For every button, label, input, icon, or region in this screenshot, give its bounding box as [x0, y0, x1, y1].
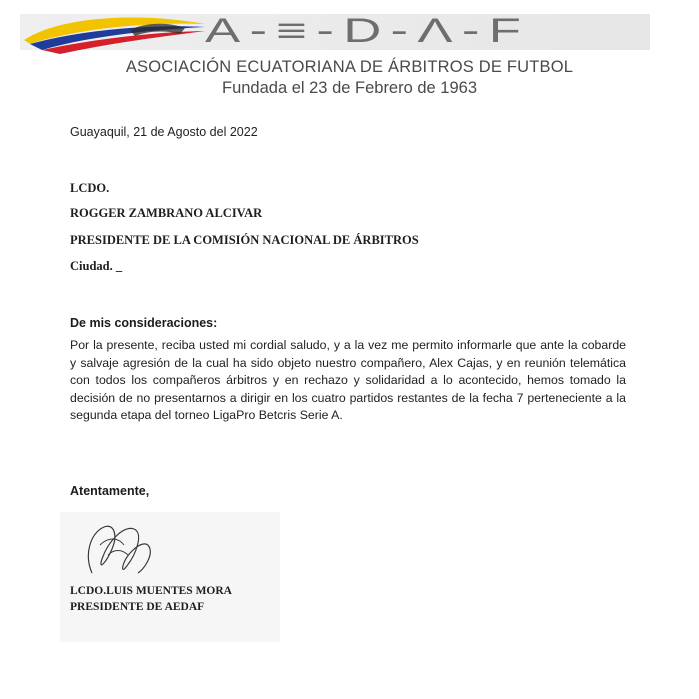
signer-title: PRESIDENTE DE AEDAF: [70, 601, 205, 613]
signer-name: LCDO.LUIS MUENTES MORA: [70, 585, 232, 597]
salutation: De mis consideraciones:: [70, 316, 218, 330]
organization-name: ASOCIACIÓN ECUATORIANA DE ÁRBITROS DE FUTBOL: [125, 58, 574, 76]
letterhead: [0, 0, 699, 110]
founding-date: Fundada el 23 de Febrero de 1963: [221, 79, 478, 97]
recipient-city: Ciudad. _: [70, 259, 123, 273]
recipient-title: LCDO.: [70, 181, 110, 195]
logo-wordmark: A-≡-D-Λ-F: [205, 12, 531, 50]
letter-body: Por la presente, reciba usted mi cordial saludo, y a la vez me permito informarle que ante la cobarde y salvaje agresión de la cual ha sido objeto nuestro compañero, Alex Cajas, y en reunión telemática con todos los compañeros árbitros y en rechazo y solidaridad a lo acontecido, hemos tomado la decisión de no presentarnos a dirigir en los cuatro partidos restantes de la fecha 7 perteneciente a la segunda etapa del torneo LigaPro Betcris Serie A.: [70, 338, 626, 422]
handwritten-signature-icon: [78, 515, 168, 585]
aedaf-flag-swoosh-icon: [20, 10, 210, 54]
letter-date: Guayaquil, 21 de Agosto del 2022: [70, 125, 258, 139]
recipient-position: PRESIDENTE DE LA COMISIÓN NACIONAL DE ÁRBITROS: [70, 233, 419, 247]
recipient-name: ROGGER ZAMBRANO ALCIVAR: [70, 206, 263, 220]
closing: Atentamente,: [70, 484, 150, 498]
